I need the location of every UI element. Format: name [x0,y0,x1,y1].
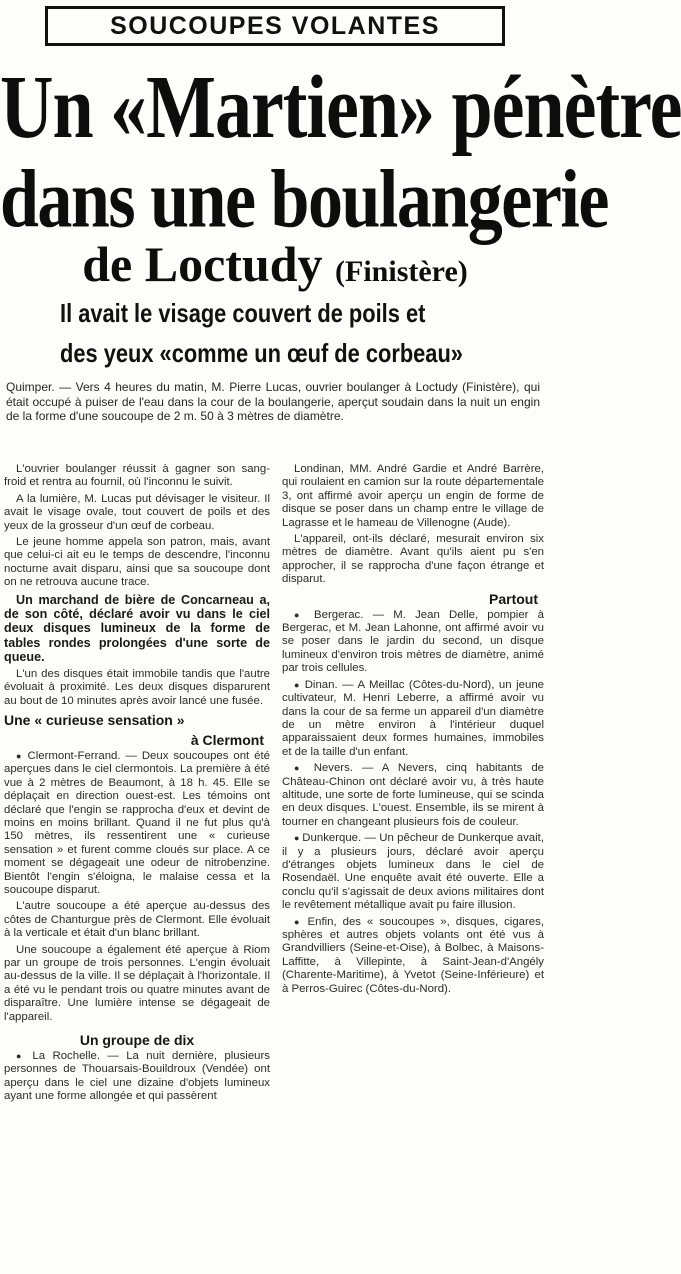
right-paragraph-6: ● Dunkerque. — Un pêcheur de Dunkerque avait, il y a plusieurs jours, déclaré avoir aperçu d'étranges objets lumineux dans le ciel de Rosendaël. Une enquête avait été ouverte. Elle a conclu qu'il s'agissait de deux avions militaires dont le revêtement métallique avait pu faire illusion. [282,832,544,912]
left-paragraph-8: Une soucoupe a également été aperçue à Riom par un groupe de trois personnes. L'engin évoluait au-dessus de la ville. Il se déplaçait à l'horizontale. Il a été vu le pendant trois ou quatre minutes avant de disparaître. Une lumière intense se dégageait de l'appareil. [4,943,270,1023]
right-column [282,463,544,999]
right-paragraph-5: ● Nevers. — A Nevers, cinq habitants de Château-Chinon ont déclaré avoir vu, à très haute altitude, une sorte de forte lumineuse, qui se scinda en deux disques. L'ouest. Ensemble, ils se mirent à tourner en changeant plusieurs fois de couleur. [282,762,544,829]
subhead-clermont-2: à Clermont [190,731,264,748]
left-column [4,463,270,1107]
left-paragraph-1: L'ouvrier boulanger réussit à gagner son sang-froid et rentra au fournil, où l'inconnu le suivit. [4,463,270,489]
subhead-partout: Partout [489,590,538,607]
left-paragraph-9: ● La Rochelle. — La nuit dernière, plusieurs personnes de Thouarsais-Bouildroux (Vendée) ont aperçu dans le ciel une dizaine d'objets lumineux ayant une forme allongée et qui passèrent [4,1050,270,1104]
right-paragraph-4: ● Dinan. — A Meillac (Côtes-du-Nord), un jeune cultivateur, M. Henri Leberre, a affirmé avoir vu dans la cour de sa ferme un appareil d'un diamètre de un mètre environ à l'intérieur duquel apparaissaient deux formes humaines, immobiles et de la taille d'un enfant. [282,679,544,759]
left-paragraph-3: Le jeune homme appela son patron, mais, avant que celui-ci ait eu le temps de descendre, l'inconnu nocturne avait disparu, ainsi que sa soucoupe dont on ne retrouva aucune trace. [4,536,270,589]
right-paragraph-7: ● Enfin, des « soucoupes », disques, cigares, sphères et autres objets volants ont été vus à Grandvilliers (Seine-et-Oise), à Bolbec, à Maisons-Laffitte, à Villepinte, à Saint-Jean-d'Angély (Charente-Maritime), à Yvetot (Seine-Inférieure) et à Perros-Guirec (Côtes-du-Nord). [282,916,544,996]
headline-line-1: Un «Martien» pénètre [0,57,681,158]
headline-line-3 [0,236,550,300]
headline-place: de Loctudy [82,236,323,292]
headline-line-2: dans une boulangerie [0,154,608,246]
right-paragraph-1: Londinan, MM. André Gardie et André Barrère, qui roulaient en camion sur la route départementale 3, ont affirmé avoir aperçu un engin de forme de disque se poser dans un champ entre le village de Lagrasse et le hameau de Villenogne (Aude). [282,463,544,529]
subhead-clermont-1: Une « curieuse sensation » [4,711,185,728]
right-paragraph-2: L'appareil, ont-ils déclaré, mesurait environ six mètres de diamètre. Avant qu'ils aient pu s'en approcher, il se rapprocha d'une façon étrange et disparut. [282,533,544,586]
deck-line-2: des yeux «comme un œuf de corbeau» [60,338,463,368]
left-paragraph-5: L'un des disques était immobile tandis que l'autre évoluait à proximité. Les deux disques disparurent au bout de 10 minutes après avoir lancé une fusée. [4,667,270,707]
deck-line-1: Il avait le visage couvert de poils et [60,298,426,328]
left-paragraph-2: A la lumière, M. Lucas put dévisager le visiteur. Il avait le visage ovale, tout couvert de poils et des yeux de la grosseur d'un œuf de corbeau. [4,492,270,532]
lead-paragraph: Quimper. — Vers 4 heures du matin, M. Pierre Lucas, ouvrier boulanger à Loctudy (Finistère), qui était occupé à puiser de l'eau dans la cour de la boulangerie, aperçut soudain dans la nuit un engin de la forme d'une soucoupe de 2 m. 50 à 3 mètres de diamètre. [6,380,540,423]
subhead-groupe: Un groupe de dix [79,1032,195,1049]
headline-region: (Finistère) [335,255,468,288]
left-paragraph-7: L'autre soucoupe a été aperçue au-dessus des côtes de Chanturgue près de Clermont. Elle évoluait à la verticale et était d'un blanc brillant. [4,900,270,940]
right-paragraph-3: ● Bergerac. — M. Jean Delle, pompier à Bergerac, et M. Jean Lahonne, ont affirmé avoir vu se poser dans le jardin du second, un disque lumineux d'environ trois mètres de diamètre, animé par trois cellules. [282,609,544,676]
left-paragraph-4: Un marchand de bière de Concarneau a, de son côté, déclaré avoir vu dans le ciel deux disques lumineux de la forme de tables rondes prolongées d'une sorte de queue. [4,592,270,665]
left-paragraph-6: ● Clermont-Ferrand. — Deux soucoupes ont été aperçues dans le ciel clermontois. La première à été vue à 2 mètres de Beaumont, à 18 h. 45. Elle se déplaçait en direction ouest-est. Les témoins ont déclaré que l'engin se rapprocha d'eux et devint de moins en moins brillant. Quand il ne fut plus qu'à 150 mètres, ils ressentirent une « curieuse sensation » et furent comme cloués sur place. A ce moment se dégageait une odeur de nitrobenzine. Bientôt l'engin s'éloigna, le malaise cessa et la soucoupe disparut. [4,750,270,897]
section-rubric: SOUCOUPES VOLANTES [45,6,505,46]
